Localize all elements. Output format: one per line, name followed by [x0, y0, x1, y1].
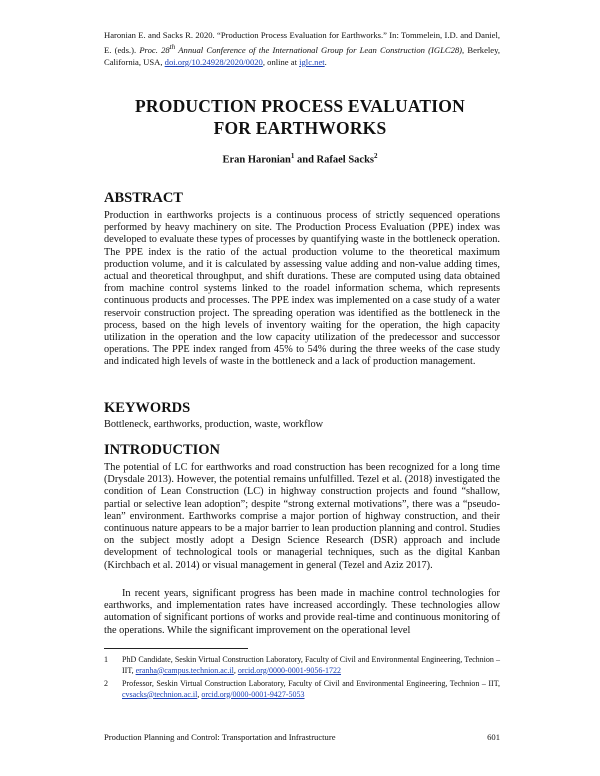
- citation-location: , Berkeley, California, USA,: [104, 44, 501, 67]
- citation-online: , online at: [262, 56, 300, 67]
- proc-sup: th: [169, 43, 176, 51]
- footnote-2-sep: ,: [197, 689, 202, 699]
- intro-paragraph-2: In recent years, significant progress has been made in machine control technologies for earthworks, and implementation rates have increased accordingly. These technologies allow automation of significant portions of works and provide real-time and continuous monitoring of the operations. While the significant improvement on the operational level: [104, 588, 500, 636]
- footnote-rule: [104, 648, 248, 649]
- footnote-1-number: 1: [104, 655, 108, 664]
- doi-link[interactable]: doi.org/10.24928/2020/0020: [164, 56, 263, 67]
- author-1-sup: 1: [290, 152, 295, 160]
- author-1: Eran Haronian: [222, 154, 291, 166]
- author-2: Rafael Sacks: [316, 154, 375, 166]
- footnote-2-email[interactable]: cvsacks@technion.ac.il: [122, 689, 198, 699]
- footnote-1-sep: ,: [233, 665, 238, 675]
- keywords-text: Bottleneck, earthworks, production, waste, workflow: [104, 419, 324, 430]
- citation-text: Haronian E. and Sacks R. 2020. “Production Process Evaluation for Earthworks.” In: Tommelein, I.D. and Daniel, E. (eds.).: [104, 30, 500, 55]
- page-number: 601: [487, 732, 500, 742]
- footnote-1-orcid[interactable]: orcid.org/0000-0001-9056-1722: [237, 665, 342, 675]
- keywords-heading: KEYWORDS: [104, 400, 191, 416]
- footnote-1-email[interactable]: eranha@campus.technion.ac.il: [135, 665, 234, 675]
- footer-track: Production Planning and Control: Transportation and Infrastructure: [104, 732, 336, 742]
- title-line-1: PRODUCTION PROCESS EVALUATION: [135, 96, 465, 116]
- authors: [100, 152, 500, 166]
- intro-paragraph-1: The potential of LC for earthworks and road construction has been recognized for a long time (Drysdale 2013). However, the potential remains unfulfilled. Tezel et al. (2018) investigated the condition of Lean Construction (LC) in highway construction projects and found “shallow, partial or selective lean adoption”; despite “strong external motivations”, there was a “pseudo-lean” environment. Earthworks comprise a major portion of highway construction, and their continuous nature appears to be a major barrier to lean production planning and control. Studies on the subject mostly adopt a Design Science Research (DSR) approach and include development of technological tools or managerial techniques, such as the digital Kanban (Kirchbach et al. 2014) or visual management in general (Tezel and Aziz 2017).: [104, 462, 500, 571]
- page-footer: [104, 732, 500, 742]
- iglc-link[interactable]: iglc.net: [299, 56, 325, 67]
- title-line-2: FOR EARTHWORKS: [213, 118, 387, 138]
- footnote-2-orcid[interactable]: orcid.org/0000-0001-9427-5053: [201, 689, 305, 699]
- citation-end: .: [324, 56, 327, 67]
- authors-and: and: [294, 154, 317, 166]
- proc-prefix: Proc. 28: [139, 44, 170, 55]
- citation-header: [104, 29, 500, 68]
- footnote-2-text: Professor, Seskin Virtual Construction Laboratory, Faculty of Civil and Environmental Engineering, Technion – IIT,: [122, 679, 500, 688]
- footnote-2-number: 2: [104, 679, 108, 688]
- author-2-sup: 2: [374, 152, 378, 160]
- abstract-heading: ABSTRACT: [104, 190, 183, 206]
- footnote-1-text: PhD Candidate, Seskin Virtual Construction Laboratory, Faculty of Civil and Environmental Engineering, Technion – IIT,: [122, 655, 500, 675]
- abstract-text: Production in earthworks projects is a continuous process of strictly sequenced operations performed by heavy machinery on site. The Production Process Evaluation (PPE) index was developed to evaluate these types of processes by quantifying waste in the bottleneck operation. The PPE index is the ratio of the actual production volume to the theoretical maximum production volume, and it is calculated by assessing value adding and non-value adding times, actual and theoretical throughput, and shift durations. These are computed using data obtained from machine control systems linked to the roadel information schema, which represents continuous products and processes. The PPE index was implemented on a case study of a water reservoir construction project. The spreading operation was identified as the bottleneck in the process, based on the high levels of inventory waiting for the operation, the high capacity utilization in the operation and the low capacity utilization of the predecessor and successor operations. The PPE index ranged from 45% to 54% during the three weeks of the case study and indicated high levels of waste in the bottleneck and a lack of production management.: [104, 210, 500, 368]
- proc-suffix: Annual Conference of the International Group for Lean Construction (IGLC28): [175, 44, 463, 55]
- introduction-heading: INTRODUCTION: [104, 442, 221, 458]
- paper-title: [100, 95, 500, 139]
